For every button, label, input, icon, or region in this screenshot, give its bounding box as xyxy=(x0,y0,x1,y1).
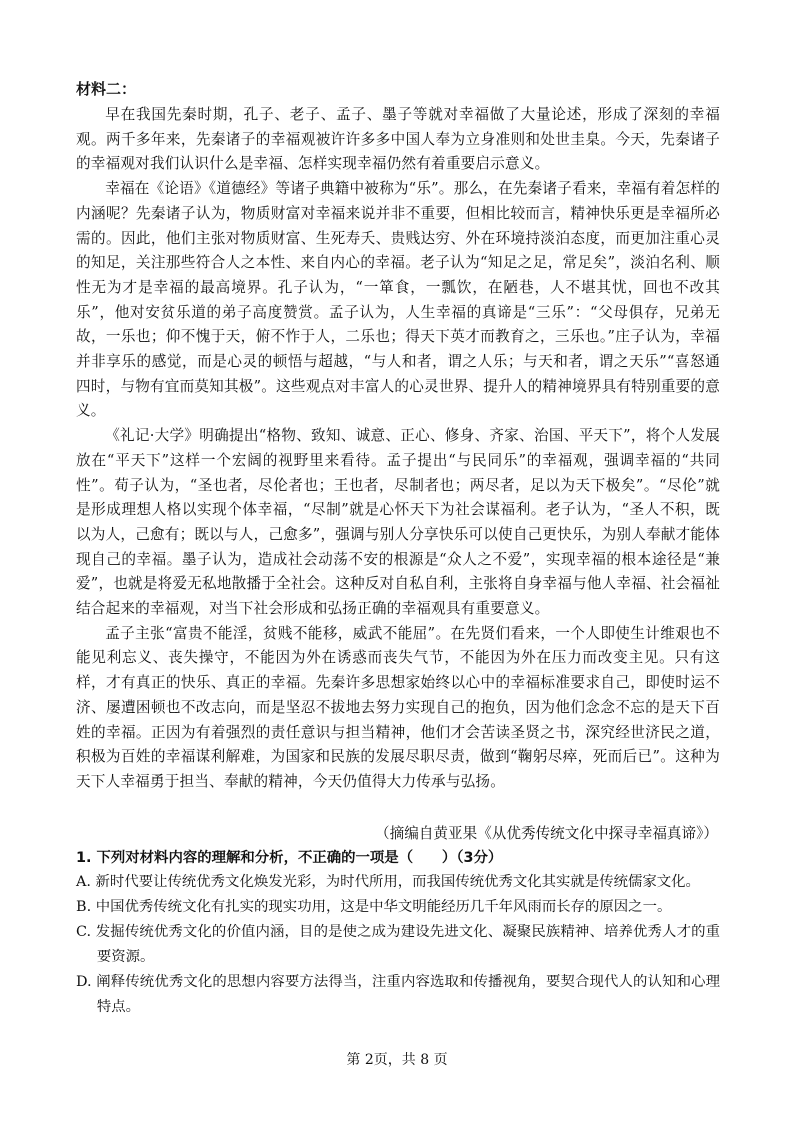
source-citation: （摘编自黄亚果《从优秀传统文化中探寻幸福真谛》） xyxy=(375,825,718,842)
question-score: （3分） xyxy=(456,850,503,866)
option-c: C. 发掘传统优秀文化的价值内涵，目的是使之成为建设先进文化、凝聚民族精神、培养优秀人才的重要资源。 xyxy=(76,924,720,965)
option-b: B. 中国优秀传统文化有扎实的现实功用，这是中华文明能经历几千年风雨而长存的原因之一。 xyxy=(76,899,672,915)
paragraph: 幸福在《论语》《道德经》等诸子典籍中被称为“乐”。那么，在先秦诸子看来，幸福有着怎样的内涵呢？先秦诸子认为，物质财富对幸福来说并非不重要，但相比较而言，精神快乐更是幸福所必需的。因此，他们主张对物质财富、生死寿夭、贵贱达穷、外在环境持淡泊态度，而更加注重心灵的知足，关注那些符合人之本性、来自内心的幸福。老子认为“知足之足，常足矣”，淡泊名利、顺性无为才是幸福的最高境界。孔子认为，“一箪食，一瓢饮，在陋巷，人不堪其忧，回也不改其乐”，他对安贫乐道的弟子高度赞赏。孟子认为，人生幸福的真谛是“三乐”：“父母俱存，兄弟无故，一乐也；仰不愧于天，俯不怍于人，二乐也；得天下英才而教育之，三乐也。”庄子认为，幸福并非享乐的感觉，而是心灵的顿悟与超越，“与人和者，谓之人乐；与天和者，谓之天乐”“喜怒通四时，与物有宜而莫知其极”。这些观点对丰富人的心灵世界、提升人的精神境界具有特别重要的意义。 xyxy=(76,180,720,420)
option-a: A. 新时代要让传统优秀文化焕发光彩，为时代所用，而我国传统优秀文化其实就是传统儒家文化。 xyxy=(76,874,700,890)
question-block xyxy=(76,847,720,1020)
article-body xyxy=(76,103,720,795)
section-title: 材料二： xyxy=(76,80,137,98)
paragraph: 早在我国先秦时期，孔子、老子、孟子、墨子等就对幸福做了大量论述，形成了深刻的幸福观。两千多年来，先秦诸子的幸福观被许许多多中国人奉为立身准则和处世圭臬。今天，先秦诸子的幸福观对我们认识什么是幸福、怎样实现幸福仍然有着重要启示意义。 xyxy=(76,106,720,173)
question-text: 1. 下列对材料内容的理解和分析，不正确的一项是（ ） xyxy=(76,850,457,866)
question-stem xyxy=(76,847,720,870)
page-footer: 第 2页，共 8 页 xyxy=(346,1052,448,1068)
paragraph: 《礼记·大学》明确提出“格物、致知、诚意、正心、修身、齐家、治国、平天下”，将个人发展放在“平天下”这样一个宏阔的视野里来看待。孟子提出“与民同乐”的幸福观，强调幸福的“共同性”。荀子认为，“圣也者，尽伦者也；王也者，尽制者也；两尽者，足以为天下极矣”。“尽伦”就是形成理想人格以实现个体幸福，“尽制”就是心怀天下为社会谋福利。老子认为，“圣人不积，既以为人，己愈有；既以与人，己愈多”，强调与别人分享快乐可以使自己更快乐，为别人奉献才能体现自己的幸福。墨子认为，造成社会动荡不安的根源是“众人之不爱”，实现幸福的根本途径是“兼爱”，也就是将爱无私地散播于全社会。这种反对自私自利，主张将自身幸福与他人幸福、社会福祉结合起来的幸福观，对当下社会形成和弘扬正确的幸福观具有重要意义。 xyxy=(76,427,720,618)
paragraph: 孟子主张“富贵不能淫，贫贱不能移，威武不能屈”。在先贤们看来，一个人即使生计维艰也不能见利忘义、丧失操守，不能因为外在诱惑而丧失气节，不能因为外在压力而改变主见。只有这样，才有真正的快乐、真正的幸福。先秦许多思想家始终以心中的幸福标准要求自己，即使时运不济、屡遭困顿也不改志向，而是坚忍不拔地去努力实现自己的抱负，因为他们念念不忘的是天下百姓的幸福。正因为有着强烈的责任意识与担当精神，他们才会苦读圣贤之书，深究经世济民之道，积极为百姓的幸福谋利解难，为国家和民族的发展尽职尽责，做到“鞠躬尽瘁，死而后已”。这种为天下人幸福勇于担当、奉献的精神，今天仍值得大力传承与弘扬。 xyxy=(76,624,720,790)
option-d: D. 阐释传统优秀文化的思想内容要方法得当，注重内容选取和传播视角，要契合现代人的认知和心理特点。 xyxy=(76,974,720,1015)
